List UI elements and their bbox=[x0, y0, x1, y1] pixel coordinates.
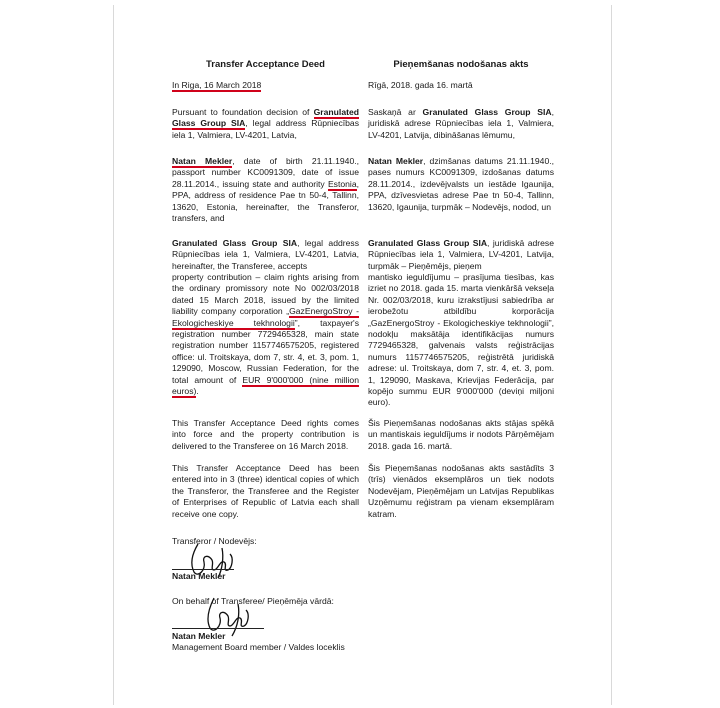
en-paragraph-1: Pursuant to foundation decision of Granulated Glass Group SIA, legal address Rūpniecības iela 1, Valmiera, LV-4201, Latvia, bbox=[172, 107, 359, 140]
en-paragraph-4: property contribution – claim rights arising from the ordinary promissory note No 002/03/2018 dated 15 March 2018, issued by the limited liability company corporation „GazEnergoStroy - Ekologicheskiye tekhnologii”, taxpayer's registration number 7729465328, main state registration number 1157746575205, registered office: ul. Troitskaya, dom 7, str. 4, et. 3, pom. 1, 129090, Moscow, Russian Federation, for the total amount of EUR 9'000'000 (nine million euros). bbox=[172, 272, 359, 397]
transferor-signature-line bbox=[172, 569, 234, 570]
latvian-title: Pieņemšanas nodošanas akts bbox=[393, 59, 529, 70]
transferee-role: Management Board member / Valdes loceklis bbox=[172, 642, 345, 652]
transferee-name: Natan Mekler bbox=[172, 631, 226, 641]
lv-paragraph-5: Šis Pieņemšanas nodošanas akts stājas spēkā un mantiskais ieguldījums ir nodots Pārņēmējam 2018. gada 16. martā. bbox=[368, 418, 554, 451]
lv-paragraph-3: Granulated Glass Group SIA, juridiskā adrese Rūpniecības iela 1, Valmiera, LV-4201, Latvija, turpmāk – Pieņēmējs, pieņem bbox=[368, 238, 555, 271]
english-title: Transfer Acceptance Deed bbox=[206, 59, 325, 70]
lv-place-date: Rīgā, 2018. gada 16. martā bbox=[368, 80, 473, 90]
transferee-label: On behalf of Transferee/ Pieņēmēja vārdā: bbox=[172, 596, 334, 606]
en-paragraph-5: This Transfer Acceptance Deed rights comes into force and the property contribution is delivered to the Transferee on 16 March 2018. bbox=[172, 418, 359, 451]
transferee-signature-line bbox=[172, 628, 264, 629]
en-paragraph-2: Natan Mekler, date of birth 21.11.1940., passport number KC0091309, date of issue 28.11.2014., issuing state and authority Estonia, PPA, address of residence Pae tn 50-4, Tallinn, 13620, Estonia, hereinafter, the Transferor, transfers, and bbox=[172, 156, 359, 224]
lv-paragraph-2: Natan Mekler, dzimšanas datums 21.11.1940., pases numurs KC0091309, izdošanas datums 28.11.2014., izdevējvalsts un iestāde Igaunija, PPA, dzīvesvietas adrese Pae tn 50-4, Tallinn, 13620, Igaunija, turpmāk – Nodevējs, nodod, un bbox=[368, 156, 554, 212]
en-paragraph-6: This Transfer Acceptance Deed has been entered into in 3 (three) identical copies of which the Transferor, the Transferee and the Register of Enterprises of Republic of Latvia each shall receive one copy. bbox=[172, 463, 359, 519]
lv-paragraph-4: mantisko ieguldījumu – prasījuma tiesības, kas izriet no 2018. gada 15. marta vienkāršā vekseļa Nr. 002/03/2018, kuru izrakstījusi sabiedrība ar ierobežotu atbildību korporācija „GazEnergoStroy - Ekologicheskiye tekhnologii”, nodokļu maksātāja identifikācijas numurs 7729465328, galvenais valsts reģistrācijas numurs 1157746575205, reģistrētā juridiskā adrese: ul. Troitskaya, dom 7, str. 4, et. 3, pom. 1, 129090, Maskava, Krievijas Federācija, par kopējo summu EUR 9'000'000 (deviņi miljoni euro). bbox=[368, 272, 554, 408]
en-place-date: In Riga, 16 March 2018 bbox=[172, 80, 262, 90]
en-paragraph-3: Granulated Glass Group SIA, legal address Rūpniecības iela 1, Valmiera, LV-4201, Latvia, hereinafter, the Transferee, accepts bbox=[172, 238, 359, 271]
lv-paragraph-6: Šis Pieņemšanas nodošanas akts sastādīts 3 (trīs) vienādos eksemplāros un tiek nodots Nodevējam, Pieņēmējam un Latvijas Republikas Uzņēmumu reģistram pa vienam eksemplāram katram. bbox=[368, 463, 554, 519]
transferor-label: Transferor / Nodevējs: bbox=[172, 536, 257, 546]
transferor-name: Natan Mekler bbox=[172, 571, 226, 581]
lv-paragraph-1: Saskaņā ar Granulated Glass Group SIA, juridiskā adrese Rūpniecības iela 1, Valmiera, LV-4201, Latvija, dibināšanas lēmumu, bbox=[368, 107, 554, 140]
